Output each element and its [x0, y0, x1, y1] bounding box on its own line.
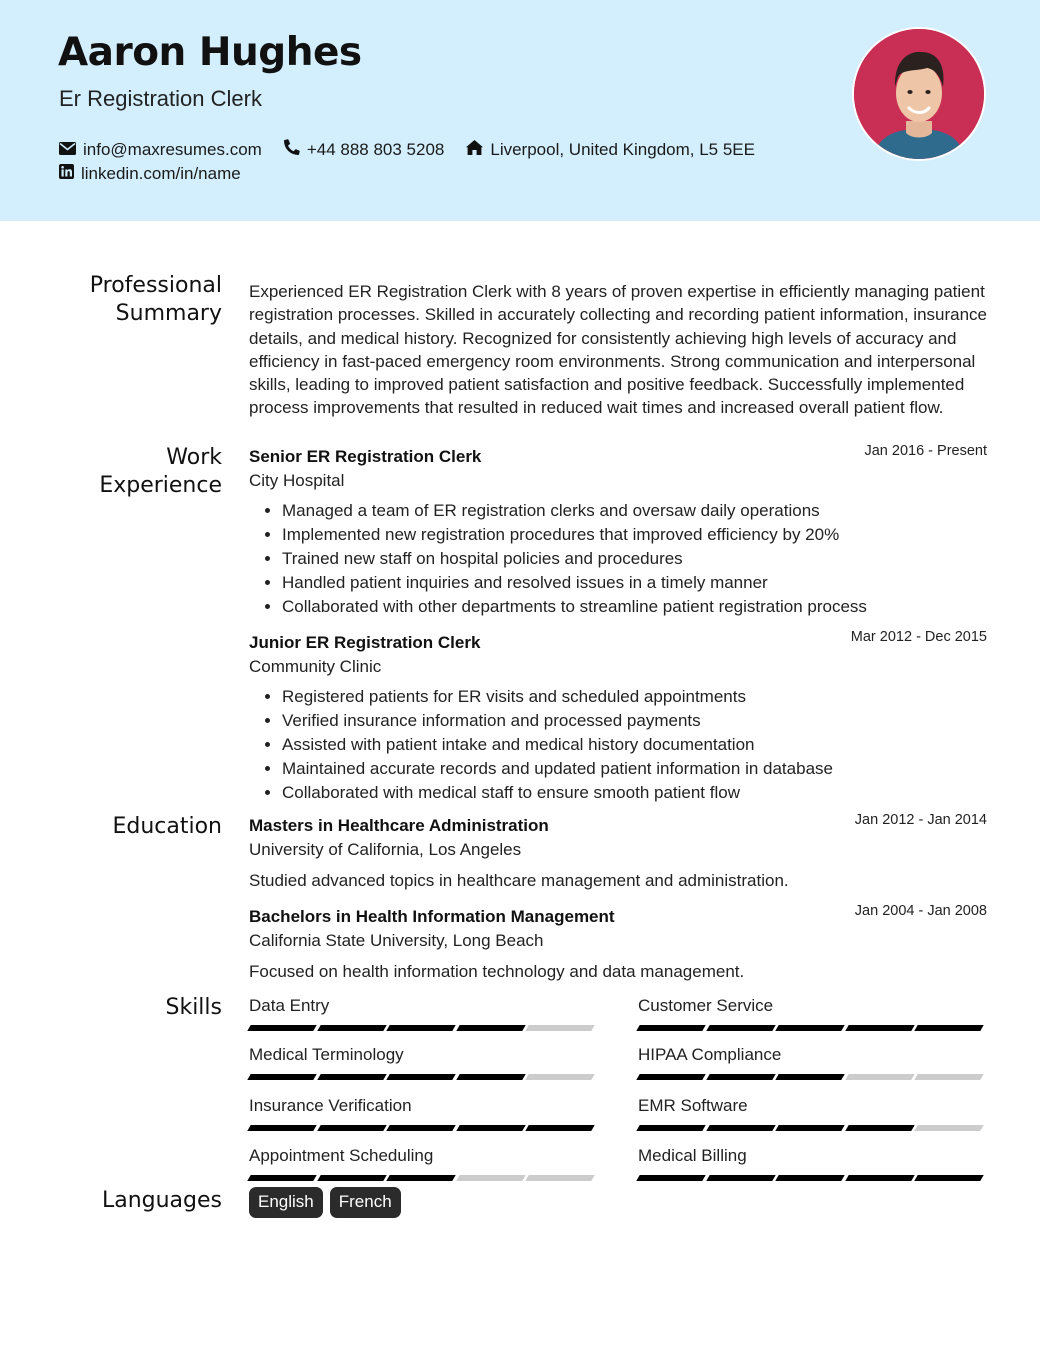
language-badge: English [249, 1187, 323, 1218]
skill-segment-filled [386, 1175, 455, 1181]
skill-item [638, 1044, 986, 1080]
home-icon [466, 140, 490, 160]
skill-segment-filled [386, 1074, 455, 1080]
skill-segment-filled [636, 1175, 705, 1181]
experience-heading-line1: Work [166, 445, 222, 470]
skill-segment-empty [915, 1074, 984, 1080]
skill-name: Insurance Verification [249, 1096, 412, 1115]
skill-segment-filled [636, 1074, 705, 1080]
contact-linkedin[interactable] [59, 164, 241, 184]
skill-segment-empty [526, 1074, 595, 1080]
contact-phone[interactable] [284, 139, 445, 160]
skill-segment-filled [706, 1175, 775, 1181]
skill-segment-empty [526, 1025, 595, 1031]
skill-segment-filled [247, 1074, 316, 1080]
languages-heading: Languages [101, 1188, 222, 1213]
skill-segment-filled [386, 1025, 455, 1031]
experience-heading-line2: Experience [99, 473, 222, 498]
language-list [249, 1187, 987, 1218]
skill-level-bar [638, 1025, 986, 1031]
candidate-name: Aaron Hughes [58, 30, 362, 75]
email-text: info@maxresumes.com [83, 139, 262, 159]
skill-name: Appointment Scheduling [249, 1146, 434, 1165]
bullet-item: • Collaborated with other departments to streamline patient registration process [282, 595, 987, 619]
skill-level-bar [638, 1175, 986, 1181]
skills-heading: Skills [165, 995, 222, 1020]
summary-text: Experienced ER Registration Clerk with 8 years of proven expertise in efficiently managing patient registration processes. Skilled in accurately collecting and recording patient information, insurance details, and medical history. Recognized for consistently achieving high levels of accuracy and efficiency in fast-paced emergency room environments. Strong communication and interpersonal skills, leading to improved patient satisfaction and positive feedback. Successfully implemented process improvements that resulted in reduced wait times and increased overall patient flow. [249, 282, 987, 418]
address-text: Liverpool, United Kingdom, L5 5EE [490, 139, 755, 159]
skill-segment-filled [706, 1125, 775, 1131]
skill-segment-filled [845, 1025, 914, 1031]
linkedin-icon [59, 164, 81, 184]
skill-segment-filled [317, 1125, 386, 1131]
skill-segment-filled [317, 1074, 386, 1080]
profile-photo [852, 27, 986, 161]
skill-name: HIPAA Compliance [638, 1045, 782, 1064]
summary-heading-line1: Professional [89, 273, 222, 298]
skill-name: Customer Service [638, 996, 774, 1015]
candidate-role: Er Registration Clerk [59, 86, 262, 111]
job-date: Jan 2016 - Present [864, 443, 987, 459]
skill-segment-empty [456, 1175, 525, 1181]
job-entry [249, 629, 987, 805]
skill-name: Medical Billing [638, 1146, 747, 1165]
bullet-item: • Maintained accurate records and updated patient information in database [282, 757, 987, 781]
summary-heading-line2: Summary [115, 301, 222, 326]
skill-segment-filled [915, 1175, 984, 1181]
job-bullets [249, 685, 987, 805]
skill-segment-filled [317, 1025, 386, 1031]
skill-segment-filled [247, 1125, 316, 1131]
bullet-item: • Handled patient inquiries and resolved issues in a timely manner [282, 571, 987, 595]
skill-item [638, 995, 986, 1031]
experience-heading [22, 444, 222, 500]
experience-list [249, 443, 987, 805]
school-name: California State University, Long Beach [249, 931, 544, 950]
phone-icon [284, 139, 307, 160]
skill-segment-filled [456, 1074, 525, 1080]
skill-segment-empty [526, 1175, 595, 1181]
skill-level-bar [638, 1125, 986, 1131]
skill-item [249, 1145, 597, 1181]
skill-segment-filled [456, 1125, 525, 1131]
job-org: Community Clinic [249, 657, 382, 676]
skill-name: EMR Software [638, 1096, 748, 1115]
skill-name: Data Entry [249, 996, 330, 1015]
skill-segment-empty [915, 1125, 984, 1131]
job-entry [249, 443, 987, 619]
skill-segment-filled [386, 1125, 455, 1131]
job-date: Mar 2012 - Dec 2015 [850, 629, 987, 645]
school-name: University of California, Los Angeles [249, 840, 522, 859]
skills-section [0, 994, 1040, 1184]
skill-item [249, 995, 597, 1031]
bullet-item: • Trained new staff on hospital policies and procedures [282, 547, 987, 571]
education-list [249, 812, 987, 983]
skill-segment-filled [636, 1125, 705, 1131]
job-bullets [249, 499, 987, 619]
degree-title: Masters in Healthcare Administration [249, 816, 549, 835]
skill-segment-filled [526, 1125, 595, 1131]
skill-segment-empty [845, 1074, 914, 1080]
bullet-item: • Implemented new registration procedures that improved efficiency by 20% [282, 523, 987, 547]
envelope-icon [59, 140, 83, 160]
skill-level-bar [638, 1074, 986, 1080]
skill-segment-filled [636, 1025, 705, 1031]
phone-text: +44 888 803 5208 [306, 139, 445, 159]
skill-segment-filled [456, 1025, 525, 1031]
skill-segment-filled [775, 1074, 844, 1080]
bullet-item: • Verified insurance information and processed payments [282, 709, 987, 733]
job-title: Junior ER Registration Clerk [249, 633, 481, 652]
education-description: Studied advanced topics in healthcare management and administration. [249, 871, 789, 890]
contact-row [59, 139, 777, 160]
skill-segment-filled [915, 1025, 984, 1031]
skill-level-bar [249, 1125, 597, 1131]
skill-level-bar [249, 1175, 597, 1181]
education-date: Jan 2012 - Jan 2014 [854, 812, 987, 828]
contact-address [466, 140, 755, 160]
education-heading: Education [112, 814, 222, 839]
language-badge: French [330, 1187, 401, 1218]
job-org: City Hospital [249, 471, 345, 490]
contact-row-2 [59, 164, 263, 184]
bullet-item: • Managed a team of ER registration clerks and oversaw daily operations [282, 499, 987, 523]
skill-item [249, 1044, 597, 1080]
linkedin-text: linkedin.com/in/name [81, 164, 241, 183]
skills-grid [249, 995, 987, 1185]
skill-name: Medical Terminology [249, 1045, 404, 1064]
skill-item [638, 1095, 986, 1131]
education-date: Jan 2004 - Jan 2008 [854, 903, 987, 919]
bullet-item: • Collaborated with medical staff to ensure smooth patient flow [282, 781, 987, 805]
skill-level-bar [249, 1025, 597, 1031]
job-title: Senior ER Registration Clerk [249, 447, 482, 466]
skill-segment-filled [845, 1175, 914, 1181]
resume-header [0, 0, 1040, 221]
education-description: Focused on health information technology and data management. [249, 962, 745, 981]
skill-segment-filled [706, 1074, 775, 1080]
skill-item [638, 1145, 986, 1181]
skill-segment-filled [775, 1025, 844, 1031]
skill-segment-filled [706, 1025, 775, 1031]
skill-segment-filled [775, 1125, 844, 1131]
degree-title: Bachelors in Health Information Management [249, 907, 615, 926]
skill-segment-filled [317, 1175, 386, 1181]
skill-segment-filled [845, 1125, 914, 1131]
skill-segment-filled [247, 1025, 316, 1031]
skill-segment-filled [775, 1175, 844, 1181]
skill-level-bar [249, 1074, 597, 1080]
education-entry [249, 812, 987, 892]
skill-segment-filled [247, 1175, 316, 1181]
skill-item [249, 1095, 597, 1131]
bullet-item: • Registered patients for ER visits and scheduled appointments [282, 685, 987, 709]
bullet-item: • Assisted with patient intake and medical history documentation [282, 733, 987, 757]
summary-heading [22, 272, 222, 328]
education-entry [249, 903, 987, 983]
contact-email[interactable] [59, 140, 262, 160]
